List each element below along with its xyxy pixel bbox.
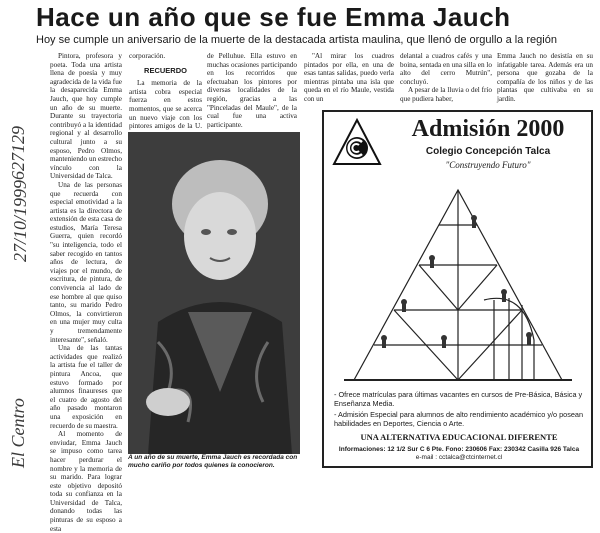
paragraph: Una de las tantas actividades que realizó la artista fue el taller de pintura Ancoa, que estuvo formado por alumnos finaureses que el cuatro de agosto del año pasado montaron una exposición en recuerdo de su maestra.	[50, 344, 122, 430]
handwritten-source: El Centro	[8, 398, 28, 468]
school-name: Colegio Concepción Talca	[425, 146, 551, 157]
ad-tagline: UNA ALTERNATIVA EDUCACIONAL DIFERENTE	[360, 432, 558, 442]
ad-offer: - Admisión Especial para alumnos de alto rendimiento académico y/o posean habilidades en Deportes, Ciencia o Arte.	[334, 410, 584, 428]
contact-email: e-mail : cctalca@ctcinternet.cl	[415, 454, 503, 461]
article-column-3	[207, 52, 297, 129]
construction-scaffold-illustration	[334, 180, 582, 390]
paragraph: Pintora, profesora y poeta. Toda una artista llena de poesía y muy agradecida de la vida fue la desaparecida Emma Jauch, que hoy cumple un año de su muerte. Durante su trayectoria contribuyó a la identidad regional y al desarrollo cultural junto a su esposo, Pedro Olmos, manteniendo un estrecho vínculo con la Universidad de Talca.	[50, 52, 122, 181]
ad-title: Admisión 2000	[411, 116, 565, 142]
article-column-5	[400, 52, 492, 104]
article-column-1	[50, 52, 122, 533]
article-column-6	[497, 52, 593, 104]
paragraph: La memoria de la artista cobra especial fuerza en estos momentos, que se acerca un nuevo viaje con los pintores amigos de la U.	[129, 79, 202, 131]
ad-offers	[334, 390, 584, 430]
school-slogan: "Construyendo Futuro"	[445, 160, 531, 170]
paragraph: Al momento de enviudar, Emma Jauch se impuso como tarea hacer perdurar el nombre y la memoria de su marido. Para lograr este objetivo depositó toda su confianza en la Universidad de Talca, donando todas las pinturas de su esposo a esta	[50, 430, 122, 533]
paragraph: "Al mirar los cuadros pintados por ella, en una de esas tantas salidas, puedo verla mientras pintaba una isla que queda en el río Maule, vestida con un	[304, 52, 394, 103]
school-logo-icon	[332, 118, 382, 168]
ad-offer: - Ofrece matrículas para últimas vacantes en cursos de Pre-Básica, Básica y Enseñanza Media.	[334, 390, 583, 408]
paragraph: Una de las personas que recuerda con especial emotividad a la artista es la directora de extensión de esta casa de estudios, María Teresa Guerra, quien recordó "su inteligencia, todo el saber recogido en tantos años de lectura, de viajes por el mundo, de escritura, de pintura, de convivencia al lado de ese hombre al que quiso tanto, su marido Pedro Olmos, la convirtieron en una mujer muy culta y tremendamente interesante", señaló.	[50, 180, 122, 344]
portrait-photo	[128, 132, 300, 454]
paragraph: Emma Jauch no desistía en su infatigable tarea. Además era un persona que gozaba de la compañía de los niños y de las plantas que cultivaba en su jardín.	[497, 52, 593, 103]
article-headline: Hace un año que se fue Emma Jauch	[36, 2, 511, 32]
article-column-4	[304, 52, 394, 104]
portrait-illustration	[128, 132, 300, 454]
contact-info: Informaciones: 12 1/2 Sur C 6 Pte. Fono: 230606 Fax: 230342 Casilla 926 Talca	[338, 446, 580, 453]
paragraph: delantal a cuadros cafés y una boina, sentada en una silla en lo alto del cerro Mutrún", concluyó.	[400, 52, 492, 86]
paragraph: corporación.	[129, 52, 166, 60]
paragraph: de Pelluhue. Ella estuvo en muchas ocasiones participando en los recorridos que efectuaban los pintores por diversas localidades de la región, gracias a las "Pinceladas del Maule", de la cual fue una activa participante.	[207, 52, 297, 129]
advertisement	[322, 110, 593, 468]
handwritten-number: 627129	[8, 126, 28, 180]
handwritten-date: 27/10/1999	[10, 179, 30, 262]
ad-contact	[328, 446, 590, 462]
article-subheadline: Hoy se cumple un aniversario de la muerte de la destacada artista maulina, que llenó de orgullo a la región	[36, 34, 557, 46]
photo-caption: A un año de su muerte, Emma Jauch es recordada con mucho cariño por todos quienes la conocieron.	[128, 454, 298, 469]
paragraph: A pesar de la lluvia o del frío que pudiera haber,	[400, 86, 492, 103]
section-heading: RECUERDO	[144, 65, 187, 75]
